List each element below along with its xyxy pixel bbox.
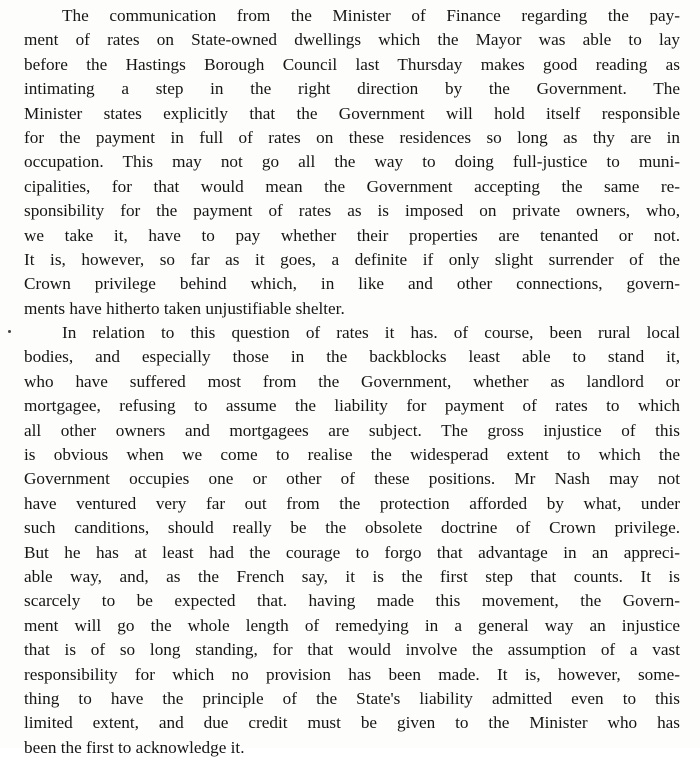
text-line: ment of rates on State-owned dwellings which the Mayor was able to lay (24, 30, 680, 50)
text-line: But he has at least had the courage to forgo that advantage in an appreci- (24, 542, 680, 562)
text-line: The communication from the Minister of Finance regarding the pay- (62, 6, 680, 25)
paragraph-1 (24, 4, 680, 321)
text-line: for the payment in full of rates on these residences so long as thy are in (24, 127, 680, 147)
text-line: able way, and, as the French say, it is the first step that counts. It is (24, 566, 680, 586)
margin-speck (8, 330, 11, 333)
text-line: who have suffered most from the Government, whether as landlord or (24, 371, 680, 391)
text-line: mortgagee, refusing to assume the liability for payment of rates to which (24, 396, 680, 416)
text-line: Minister states explicitly that the Government will hold itself responsible (24, 103, 680, 123)
text-line: bodies, and especially those in the backblocks least able to stand it, (24, 347, 680, 367)
editorial-column (24, 4, 680, 760)
text-line: cipalities, for that would mean the Government accepting the same re- (24, 176, 680, 196)
text-line: scarcely to be expected that. having made this movement, the Govern- (24, 591, 680, 611)
text-line: been the first to acknowledge it. (24, 737, 245, 757)
text-line: Crown privilege behind which, in like and other connections, govern- (24, 274, 680, 294)
text-line: ments have hitherto taken unjustifiable shelter. (24, 298, 345, 318)
text-line: before the Hastings Borough Council last Thursday makes good reading as (24, 54, 680, 74)
text-line: such canditions, should really be the obsolete doctrine of Crown privilege. (24, 518, 680, 538)
text-line: limited extent, and due credit must be given to the Minister who has (24, 713, 680, 733)
text-line: In relation to this question of rates it has. of course, been rural local (62, 323, 680, 343)
text-line: all other owners and mortgagees are subject. The gross injustice of this (24, 420, 680, 440)
text-line: ment will go the whole length of remedying in a general way an injustice (24, 615, 680, 635)
text-line: we take it, have to pay whether their properties are tenanted or not. (24, 225, 680, 245)
paragraph-2 (24, 321, 680, 760)
text-line: is obvious when we come to realise the widesperad extent to which the (24, 445, 680, 465)
text-line: sponsibility for the payment of rates as is imposed on private owners, who, (24, 201, 680, 221)
text-line: intimating a step in the right direction by the Government. The (24, 79, 680, 99)
text-line: occupation. This may not go all the way to doing full-justice to muni- (24, 152, 680, 172)
text-line: that is of so long standing, for that would involve the assumption of a vast (24, 640, 680, 660)
text-line: Government occupies one or other of these positions. Mr Nash may not (24, 469, 680, 489)
text-line: have ventured very far out from the protection afforded by what, under (24, 493, 680, 513)
text-line: responsibility for which no provision has been made. It is, however, some- (24, 664, 680, 684)
text-line: It is, however, so far as it goes, a definite if only slight surrender of the (24, 249, 680, 269)
text-line: thing to have the principle of the State's liability admitted even to this (24, 688, 680, 708)
